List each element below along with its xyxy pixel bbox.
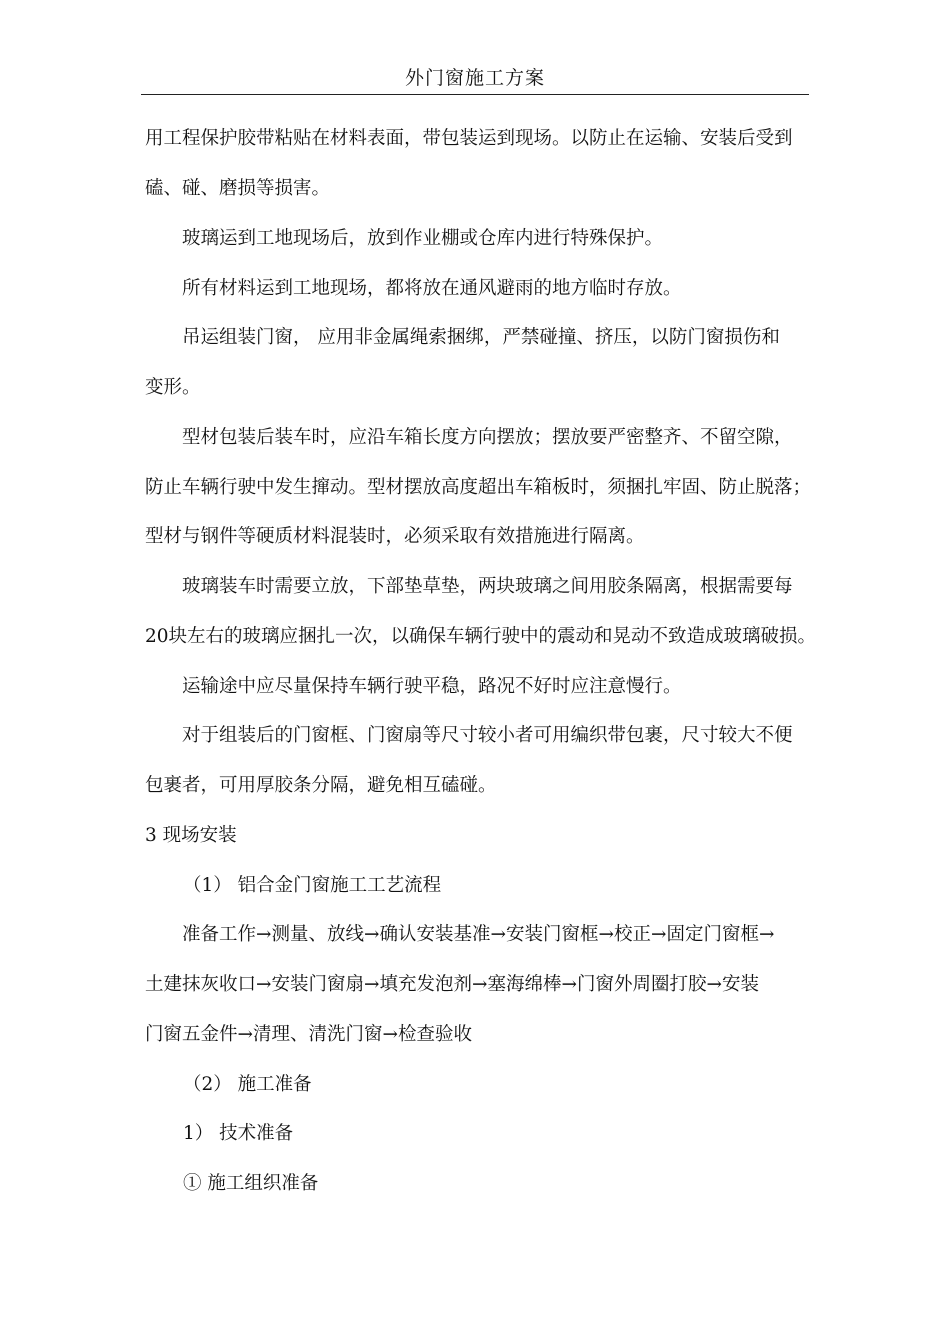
body-line: 防止车辆行驶中发生撺动。型材摆放高度超出车箱板时，须捆扎牢固、防止脱落； [145,477,812,498]
subsection-heading: （1） 铝合金门窗施工工艺流程 [183,875,442,896]
subsection-heading: （2） 施工准备 [183,1074,312,1095]
body-line: 玻璃运到工地现场后，放到作业棚或仓库内进行特殊保护。 [182,228,664,249]
header-divider [141,94,809,95]
body-line: 准备工作→测量、放线→确认安装基准→安装门窗框→校正→固定门窗框→ [182,924,775,945]
body-line: 门窗五金件→清理、清洗门窗→检查验收 [145,1024,473,1045]
body-line: 吊运组装门窗， 应用非金属绳索捆绑，严禁碰撞、挤压，以防门窗损伤和 [182,327,780,348]
list-heading: 1） 技术准备 [183,1123,294,1144]
body-line: 对于组装后的门窗框、门窗扇等尺寸较小者可用编织带包裹，尺寸较大不便 [182,725,793,746]
body-line: 土建抹灰收口→安装门窗扇→填充发泡剂→塞海绵棒→门窗外周圈打胶→安装 [145,974,760,995]
body-line: 运输途中应尽量保持车辆行驶平稳，路况不好时应注意慢行。 [182,676,682,697]
body-line: 型材与钢件等硬质材料混装时，必须采取有效措施进行隔离。 [145,526,645,547]
body-line: 型材包装后装车时，应沿车箱长度方向摆放；摆放要严密整齐、不留空隙， [182,427,793,448]
body-line: 20块左右的玻璃应捆扎一次，以确保车辆行驶中的震动和晃动不致造成玻璃破损。 [145,626,817,647]
body-line: 包裹者，可用厚胶条分隔，避免相互磕碰。 [145,775,497,796]
body-line: 用工程保护胶带粘贴在材料表面，带包装运到现场。以防止在运输、安装后受到 [145,128,793,149]
body-line: 磕、碰、磨损等损害。 [145,178,331,199]
page-header-title: 外门窗施工方案 [404,67,545,89]
body-line: 变形。 [145,377,201,398]
list-heading: ① 施工组织准备 [183,1173,319,1194]
body-line: 玻璃装车时需要立放，下部垫草垫，两块玻璃之间用胶条隔离，根据需要每 [182,576,793,597]
section-heading: 3 现场安装 [145,825,237,846]
body-line: 所有材料运到工地现场，都将放在通风避雨的地方临时存放。 [182,278,682,299]
